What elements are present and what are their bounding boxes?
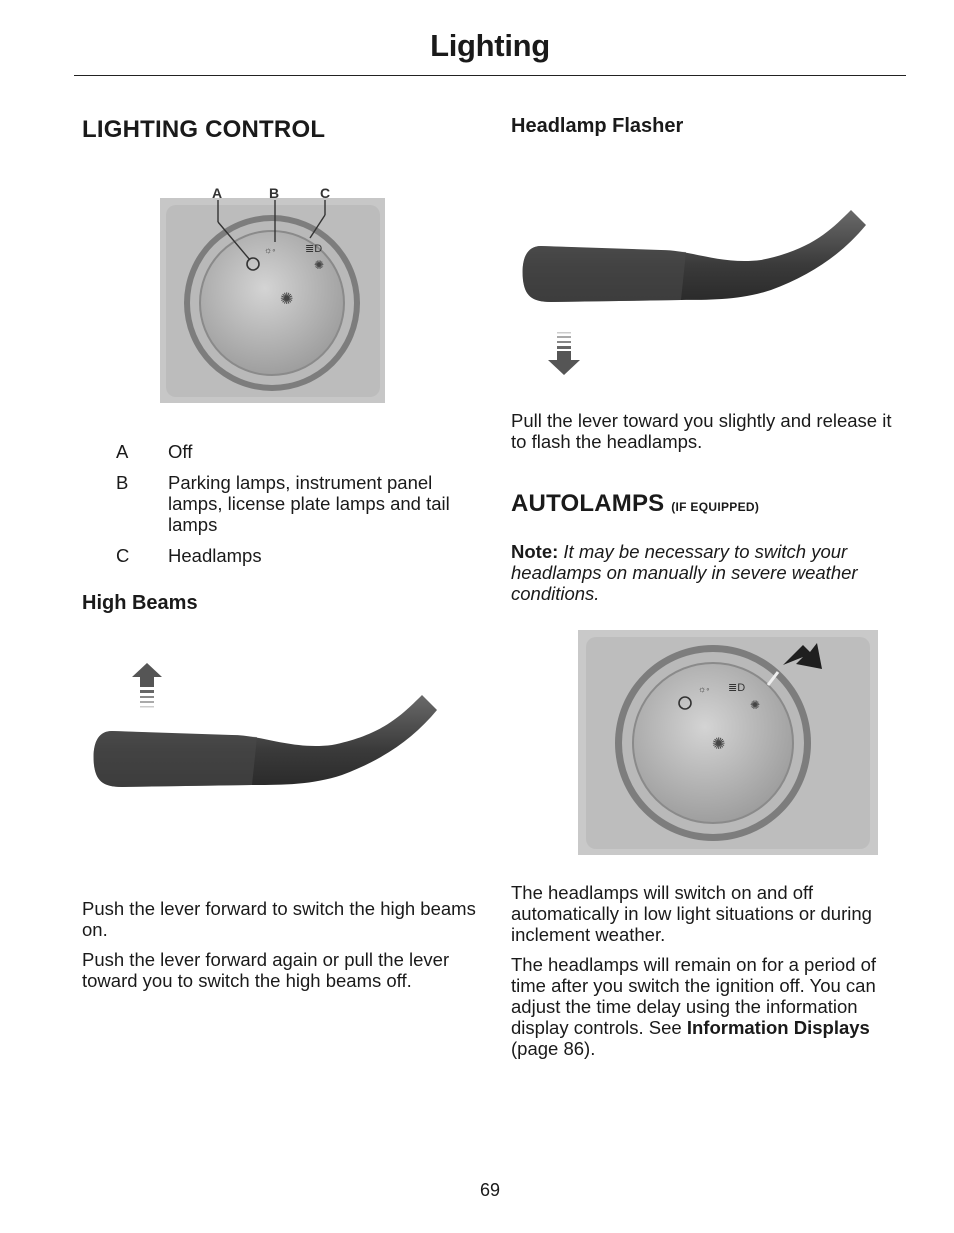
autolamps-note bbox=[511, 541, 906, 604]
note-text: It may be necessary to switch your headlamps on manually in severe weather conditions. bbox=[511, 541, 858, 604]
legend-text-b: Parking lamps, instrument panel lamps, license plate lamps and tail lamps bbox=[168, 472, 450, 535]
legend-key-a: A bbox=[116, 441, 129, 462]
flasher-body bbox=[511, 410, 906, 461]
autolamps-heading bbox=[511, 490, 759, 518]
information-displays-link[interactable]: Information Displays bbox=[686, 1017, 870, 1038]
legend-text-a: Off bbox=[168, 441, 193, 462]
page-number: 69 bbox=[479, 1180, 501, 1200]
svg-text:✺: ✺ bbox=[280, 291, 294, 308]
svg-text:≣D: ≣D bbox=[305, 243, 323, 255]
autolamps-switch-figure bbox=[578, 625, 878, 857]
autolamps-title: AUTOLAMPS bbox=[511, 490, 665, 517]
svg-text:✺: ✺ bbox=[712, 736, 726, 753]
flasher-text: Pull the lever toward you slightly and release it to flash the headlamps. bbox=[511, 410, 892, 452]
high-beams-off-text: Push the lever forward again or pull the lever toward you to switch the high beams off. bbox=[82, 949, 450, 991]
lighting-control-heading: LIGHTING CONTROL bbox=[82, 116, 326, 143]
autolamps-text-1: The headlamps will switch on and off automatically in low light situations or during inclement weather. bbox=[511, 882, 872, 945]
lighting-switch-figure bbox=[160, 180, 385, 405]
headlamp-flasher-figure bbox=[511, 195, 891, 380]
figure-label-b: B bbox=[269, 185, 280, 201]
page-title: Lighting bbox=[430, 28, 550, 63]
svg-text:≣D: ≣D bbox=[728, 682, 746, 694]
high-beams-heading: High Beams bbox=[82, 592, 198, 614]
svg-text:✺: ✺ bbox=[750, 698, 761, 712]
autolamps-text-2 bbox=[511, 954, 906, 1059]
high-beam-lever-figure bbox=[82, 655, 462, 835]
headlamp-flasher-heading: Headlamp Flasher bbox=[511, 115, 684, 137]
svg-text:☼◦: ☼◦ bbox=[698, 684, 710, 694]
figure-label-c: C bbox=[320, 185, 331, 201]
autolamps-text-2-main: The headlamps will remain on for a period of time after you switch the ignition off. You can adjust the time delay using the information display controls. See bbox=[511, 954, 877, 1038]
page-reference: (page 86). bbox=[511, 1038, 596, 1059]
legend-key-b: B bbox=[116, 472, 129, 493]
autolamps-suffix: (IF EQUIPPED) bbox=[671, 500, 760, 514]
autolamps-body bbox=[511, 882, 906, 1068]
high-beams-body bbox=[82, 898, 477, 1000]
legend-text-c: Headlamps bbox=[168, 545, 262, 566]
legend-key-c: C bbox=[116, 545, 130, 566]
title-divider bbox=[74, 75, 906, 76]
figure-label-a: A bbox=[212, 185, 223, 201]
note-label: Note: bbox=[511, 541, 559, 562]
high-beams-on-text: Push the lever forward to switch the high beams on. bbox=[82, 898, 476, 940]
svg-text:✺: ✺ bbox=[314, 258, 325, 272]
svg-text:☼◦: ☼◦ bbox=[264, 245, 276, 255]
